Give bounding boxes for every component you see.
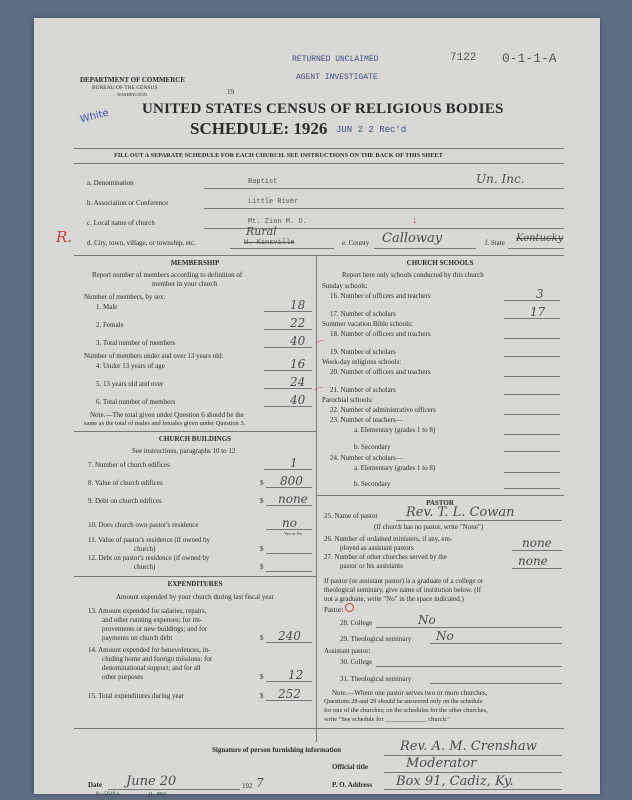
agent-stamp: AGENT INVESTIGATE xyxy=(296,73,378,82)
q25-value: Rev. T. L. Cowan xyxy=(406,505,515,520)
q7-label: 7. Number of church edifices xyxy=(88,461,170,469)
summer-label: Summer vacation Bible schools: xyxy=(322,320,413,328)
q17-label: 17. Number of scholars xyxy=(330,310,396,318)
q9-value: none xyxy=(278,492,308,506)
q13-dollar: $ xyxy=(260,634,264,642)
red-circle-mark xyxy=(345,603,354,612)
q6-label: 6. Total number of members xyxy=(96,398,176,406)
q9-dollar: $ xyxy=(260,497,264,505)
q11-dollar: $ xyxy=(260,545,264,553)
q25-label: 25. Name of pastor xyxy=(324,512,378,520)
q21-label: 21. Number of scholars xyxy=(330,386,396,394)
membership-note2: same as the total of males and females given under Question 3. xyxy=(84,420,246,427)
pastor-note: Note.—Where one pastor serves two or more churches, xyxy=(332,689,488,697)
red-arrow-icon: ↓ xyxy=(412,215,417,226)
q13-label: 13. Amount expended for salaries, repairs, xyxy=(88,607,207,615)
q27-label: 27. Number of other churches served by the xyxy=(324,553,447,561)
q23b-label: b. Secondary xyxy=(354,443,391,451)
pastor-sub-label: Pastor: xyxy=(324,606,344,614)
q13-value: 240 xyxy=(278,629,301,643)
by-sex-label: Number of members, by sex: xyxy=(84,293,166,301)
q13-label2: and other running expenses; for im- xyxy=(102,616,203,624)
q4-label: 4. Under 13 years of age xyxy=(96,362,165,370)
q30-label: 30. College xyxy=(340,658,373,666)
q2-value: 22 xyxy=(290,316,306,330)
q14-label: 14. Amount expended for benevolences, in- xyxy=(88,646,211,654)
q23-label: 23. Number of teachers— xyxy=(330,416,403,424)
official-title-value: Moderator xyxy=(406,756,477,771)
date-year-prefix: 192 xyxy=(242,782,253,790)
received-stamp: JUN 2 2 Rec'd xyxy=(336,125,407,135)
q26-value: none xyxy=(522,536,552,550)
q31-label: 31. Theological seminary xyxy=(340,675,412,683)
red-check-icon-2: ⌒ xyxy=(313,386,327,401)
schools-title: CHURCH SCHOOLS xyxy=(406,259,474,267)
po-address-value: Box 91, Cadiz, Ky. xyxy=(396,774,514,789)
q27-label2: pastor or his assistants xyxy=(340,562,403,570)
schools-subtitle: Report here only schools conducted by this church xyxy=(342,271,484,279)
schedule-title: SCHEDULE: 1926 xyxy=(190,119,328,138)
county-value: Calloway xyxy=(382,231,443,246)
church-name-value: Mt. Zion M. O. xyxy=(248,218,307,226)
date-year: 7 xyxy=(256,776,264,790)
date-label: Date xyxy=(88,781,102,789)
q10-value: no xyxy=(282,516,297,530)
signature-value: Rev. A. M. Crenshaw xyxy=(400,739,537,754)
q26-label: 26. Number of ordained ministers, if any, em- xyxy=(324,535,453,543)
red-check-icon: ⌒ xyxy=(315,339,329,354)
file-number: 7122 xyxy=(450,52,477,64)
membership-note: Note.—The total given under Question 6 should be the xyxy=(90,411,244,419)
year-prefix: 19 xyxy=(227,88,234,96)
q14-dollar: $ xyxy=(260,673,264,681)
q8-dollar: $ xyxy=(260,479,264,487)
q8-value: 800 xyxy=(280,474,303,488)
q11-label2: church) xyxy=(134,545,156,553)
grad-instruction2: theological seminary, give name of institution below. (If xyxy=(324,586,482,594)
q15-dollar: $ xyxy=(260,692,264,700)
q12-label: 12. Debt on pastor's residence (if owned by xyxy=(88,554,210,562)
q19-label: 19. Number of scholars xyxy=(330,348,396,356)
signature-label: Signature of person furnishing information xyxy=(212,746,341,754)
q5-label: 5. 13 years old and over xyxy=(96,380,164,388)
q13-label4: payments on church debt xyxy=(102,634,173,642)
q2-label: 2. Female xyxy=(96,321,124,329)
q14-value: 12 xyxy=(288,668,304,682)
q11-label: 11. Value of pastor's residence (if owned by xyxy=(88,536,211,544)
q3-label: 3. Total number of members xyxy=(96,339,176,347)
q29-label: 29. Theological seminary xyxy=(340,635,412,643)
grad-instruction: If pastor (or assistant pastor) is a graduate of a college or xyxy=(324,577,484,585)
pastor-note2: Questions 28 and 29 should be answered only on the schedule xyxy=(324,698,483,705)
q1-value: 18 xyxy=(290,298,306,312)
expenditures-title: EXPENDITURES xyxy=(167,580,223,588)
white-stamp: White xyxy=(79,107,110,126)
q3-value: 40 xyxy=(290,334,306,348)
q17-value: 17 xyxy=(530,305,546,319)
parochial-label: Parochial schools: xyxy=(322,396,374,404)
denomination-note: Un. Inc. xyxy=(476,172,525,186)
denomination-label: a. Denomination xyxy=(87,179,134,187)
bureau-label: BUREAU OF THE CENSUS xyxy=(92,85,158,91)
instructions-line: FILL OUT A SEPARATE SCHEDULE FOR EACH CHURCH. SEE INSTRUCTIONS ON THE BACK OF THIS SHEET xyxy=(114,152,443,159)
date-value: June 20 xyxy=(126,774,177,789)
q25-note: (If church has no pastor, write "None") xyxy=(374,523,484,531)
q14-label3: denominational support; and for all xyxy=(102,664,201,672)
q16-label: 16. Number of officers and teachers xyxy=(330,292,431,300)
state-value: Kentucky xyxy=(516,233,564,244)
q22-label: 22. Number of administrative officers xyxy=(330,406,436,414)
q1-label: 1. Male xyxy=(96,303,118,311)
q14-label4: other purposes xyxy=(102,673,144,681)
city-label: WASHINGTON xyxy=(117,92,147,97)
yes-no-hint: Yes or No xyxy=(284,531,303,536)
association-value: Little River xyxy=(248,198,299,206)
q27-value: none xyxy=(518,554,548,568)
q15-label: 15. Total expenditures during year xyxy=(88,692,184,700)
q8-label: 8. Value of church edifices xyxy=(88,479,163,487)
buildings-title: CHURCH BUILDINGS xyxy=(158,435,232,443)
denomination-value: Baptist xyxy=(248,178,278,186)
state-label: f. State xyxy=(485,239,505,247)
q28-value: No xyxy=(418,613,436,627)
q10-label: 10. Does church own pastor's residence xyxy=(88,521,199,529)
buildings-subtitle: See instructions, paragraphs 10 to 12 xyxy=(132,447,236,455)
q12-dollar: $ xyxy=(260,563,264,571)
q7-value: 1 xyxy=(290,456,298,470)
weekday-label: Week-day religious schools: xyxy=(322,358,402,366)
form-number: 8—5619 a xyxy=(96,791,120,797)
q26-label2: ployed as assistant pastors xyxy=(340,544,414,552)
expenditures-subtitle: Amount expended by your church during last fiscal year xyxy=(116,593,274,601)
grad-instruction3: not a graduate, write "No" in the space indicated.) xyxy=(324,595,464,603)
asst-pastor-label: Assistant pastor: xyxy=(324,647,371,655)
by-age-label: Number of members under and over 13 years old: xyxy=(84,352,224,360)
q28-label: 28. College xyxy=(340,619,373,627)
association-label: b. Association or Conference xyxy=(87,199,169,207)
pastor-note4: write "See schedule for _____________ church." xyxy=(324,716,450,723)
q13-label3: provements or new buildings; and for xyxy=(102,625,208,633)
q24b-label: b. Secondary xyxy=(354,480,391,488)
dept-label: DEPARTMENT OF COMMERCE xyxy=(80,76,186,84)
census-schedule-page xyxy=(34,18,600,797)
q9-label: 9. Debt on church edifices xyxy=(88,497,162,505)
q29-value: No xyxy=(436,629,454,643)
q12-label2: church) xyxy=(134,563,156,571)
membership-subtitle: Report number of members according to definition of xyxy=(92,271,243,279)
po-address-label: P. O. Address xyxy=(332,781,373,789)
pastor-title: PASTOR xyxy=(426,499,454,507)
q20-label: 20. Number of officers and teachers xyxy=(330,368,431,376)
church-name-label: c. Local name of church xyxy=(87,219,155,227)
pastor-note3: for one of the churches; on the schedules for the other churches, xyxy=(324,707,488,714)
q15-value: 252 xyxy=(278,687,301,701)
sunday-label: Sunday schools: xyxy=(322,282,368,290)
q16-value: 3 xyxy=(536,287,544,301)
r-mark: R. xyxy=(56,228,73,246)
official-title-label: Official title xyxy=(332,763,368,771)
city-town-label: d. City, town, village, or township, etc. xyxy=(87,239,196,247)
q23a-label: a. Elementary (grades 1 to 8) xyxy=(354,426,436,434)
file-code: 0-1-1-A xyxy=(502,51,557,66)
q5-value: 24 xyxy=(290,375,306,389)
membership-subtitle2: member in your church xyxy=(152,280,218,288)
q4-value: 16 xyxy=(290,357,306,371)
q18-label: 18. Number of officers and teachers xyxy=(330,330,431,338)
form-number-2: 11—9864 xyxy=(148,791,166,796)
q6-value: 40 xyxy=(290,393,306,407)
membership-title: MEMBERSHIP xyxy=(170,259,220,267)
city-typed-value: W. Kinsville xyxy=(244,239,295,247)
q24-label: 24. Number of scholars— xyxy=(330,454,403,462)
q14-label2: cluding home and foreign missions; for xyxy=(102,655,213,663)
returned-stamp: RETURNED UNCLAIMED xyxy=(292,55,379,64)
county-label: e. County xyxy=(342,239,370,247)
city-hand-value: Rural xyxy=(246,225,277,238)
form-title: UNITED STATES CENSUS OF RELIGIOUS BODIES xyxy=(142,101,504,117)
q24a-label: a. Elementary (grades 1 to 8) xyxy=(354,464,436,472)
